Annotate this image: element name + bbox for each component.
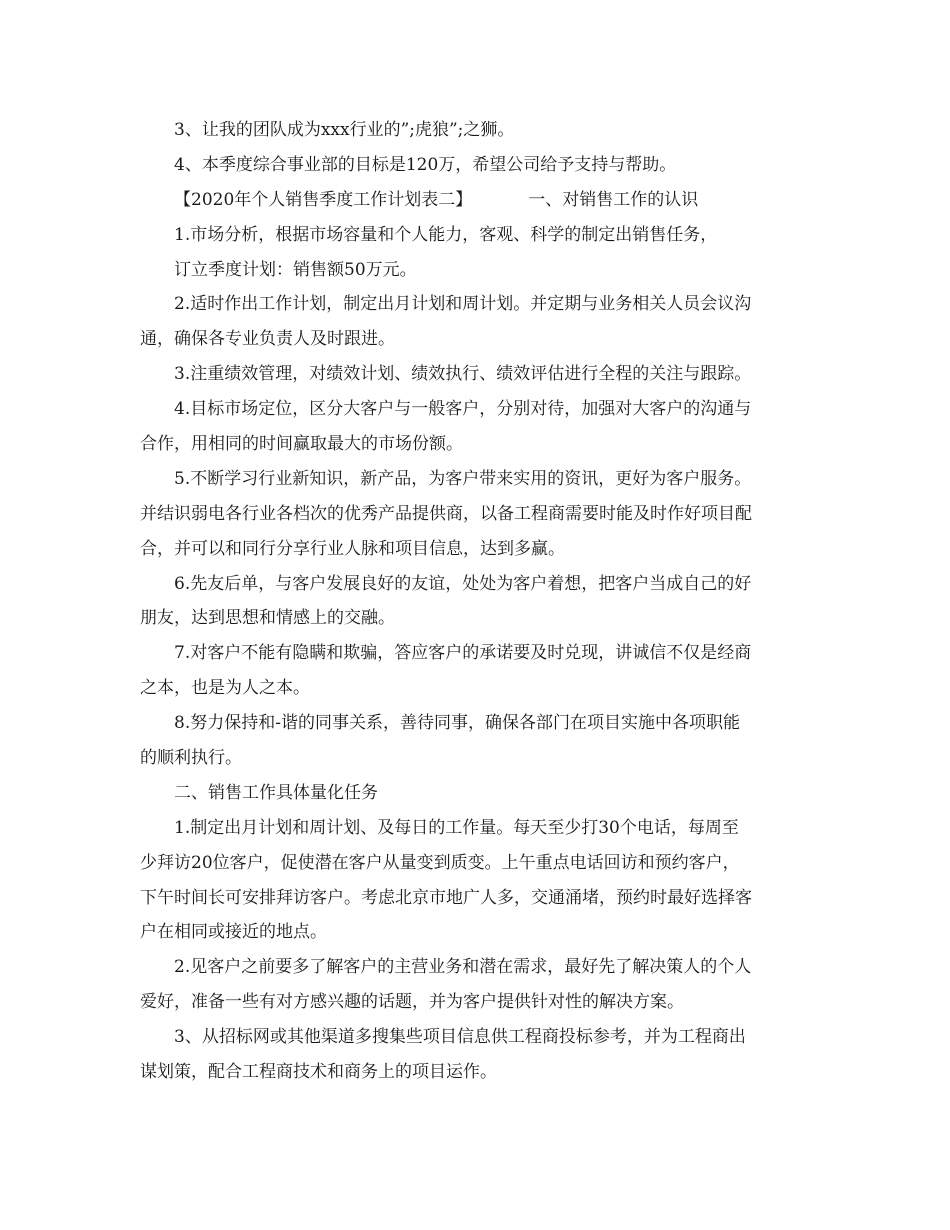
- paragraph-line: 下午时间长可安排拜访客户。考虑北京市地广人多，交通涌堵，预约时最好选择客: [140, 887, 752, 908]
- table-title: 【2020年个人销售季度工作计划表二】: [174, 189, 473, 210]
- paragraph-line: 3.注重绩效管理，对绩效计划、绩效执行、绩效评估进行全程的关注与跟踪。: [174, 364, 752, 385]
- paragraph-line: 3、从招标网或其他渠道多搜集些项目信息供工程商投标参考，并为工程商出: [174, 1027, 746, 1048]
- section-heading: 一、对销售工作的认识: [528, 189, 699, 210]
- paragraph-line: 的顺利执行。: [140, 748, 242, 769]
- paragraph-line: 8.努力保持和-谐的同事关系，善待同事，确保各部门在项目实施中各项职能: [174, 713, 740, 734]
- paragraph-line: 1.市场分析，根据市场容量和个人能力，客观、科学的制定出销售任务，: [174, 224, 718, 245]
- paragraph-line: 谋划策，配合工程商技术和商务上的项目运作。: [140, 1062, 497, 1083]
- paragraph-line: 少拜访20位客户，促使潜在客户从量变到质变。上午重点电话回访和预约客户，: [140, 852, 740, 873]
- section-heading-line: [140, 183, 812, 218]
- paragraph-line: 5.不断学习行业新知识，新产品，为客户带来实用的资讯，更好为客户服务。: [174, 468, 752, 489]
- paragraph-line: 户在相同或接近的地点。: [140, 922, 327, 943]
- section-heading: 二、销售工作具体量化任务: [174, 782, 378, 803]
- paragraph-line: 合作，用相同的时间赢取最大的市场份额。: [140, 434, 463, 455]
- paragraph-line: 订立季度计划：销售额50万元。: [174, 259, 417, 280]
- paragraph-line: 通，确保各专业负责人及时跟进。: [140, 329, 395, 350]
- paragraph-line: 4、本季度综合事业部的目标是120万，希望公司给予支持与帮助。: [174, 154, 677, 175]
- paragraph-line: 6.先友后单，与客户发展良好的友谊，处处为客户着想，把客户当成自己的好: [174, 573, 752, 594]
- paragraph-line: 朋友，达到思想和情感上的交融。: [140, 608, 395, 629]
- paragraph-line: 合，并可以和同行分享行业人脉和项目信息，达到多赢。: [140, 538, 565, 559]
- paragraph-line: 爱好，准备一些有对方感兴趣的话题，并为客户提供针对性的解决方案。: [140, 992, 684, 1013]
- paragraph-line: 4.目标市场定位，区分大客户与一般客户，分别对待，加强对大客户的沟通与: [174, 399, 752, 420]
- paragraph-line: 并结识弱电各行业各档次的优秀产品提供商，以备工程商需要时能及时作好项目配: [140, 503, 752, 524]
- document-body: [140, 113, 812, 1090]
- paragraph-line: 3、让我的团队成为xxx行业的”;虎狼”;之狮。: [174, 120, 515, 140]
- paragraph-line: 2.适时作出工作计划，制定出月计划和周计划。并定期与业务相关人员会议沟: [174, 294, 752, 315]
- paragraph-line: 2.见客户之前要多了解客户的主营业务和潜在需求，最好先了解决策人的个人: [174, 957, 752, 978]
- paragraph-line: 1.制定出月计划和周计划、及每日的工作量。每天至少打30个电话，每周至: [174, 817, 739, 838]
- paragraph-line: 7.对客户不能有隐瞒和欺骗，答应客户的承诺要及时兑现，讲诚信不仅是经商: [174, 643, 752, 664]
- paragraph-line: 之本，也是为人之本。: [140, 678, 310, 699]
